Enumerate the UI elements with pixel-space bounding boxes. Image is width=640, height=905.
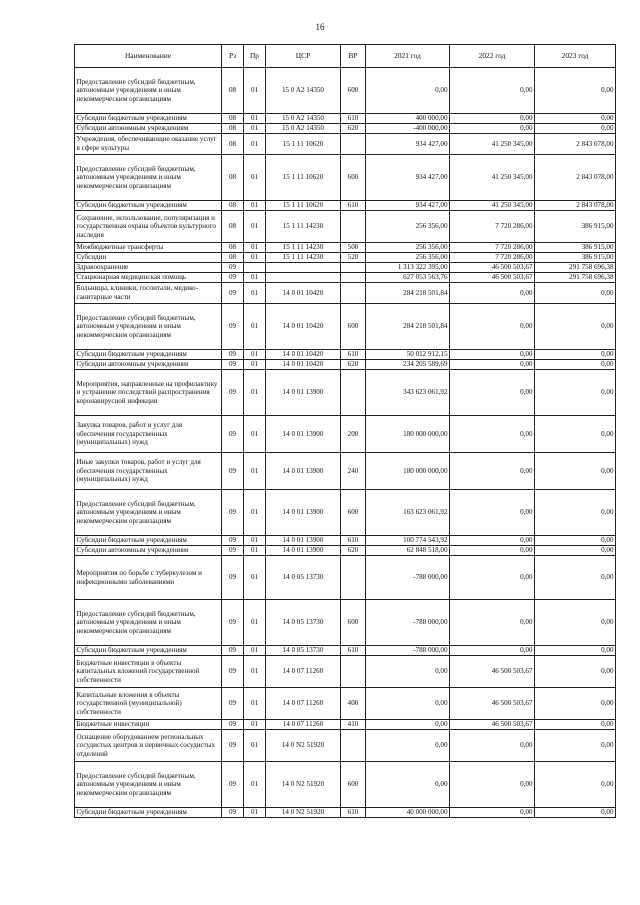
cell-pr: 01 xyxy=(244,283,266,304)
page-number: 16 xyxy=(315,22,325,32)
table-row xyxy=(75,646,616,656)
cell-vr: 600 xyxy=(341,762,366,808)
cell-csr: 14 0 05 13730 xyxy=(266,646,341,656)
cell-name: Субсидии бюджетным учреждениям xyxy=(75,114,222,124)
cell-2021: 400 000,00 xyxy=(366,114,450,124)
cell-2022: 0,00 xyxy=(450,536,535,546)
column-header-2022: 2022 год xyxy=(450,45,535,68)
cell-pr: 01 xyxy=(244,304,266,350)
cell-pr: 01 xyxy=(244,808,266,818)
cell-2021: 284 218 501,84 xyxy=(366,304,450,350)
cell-csr: 14 0 05 13730 xyxy=(266,600,341,646)
cell-2021: -400 000,00 xyxy=(366,124,450,134)
cell-vr xyxy=(341,211,366,243)
cell-2023: 0,00 xyxy=(535,490,616,536)
cell-vr: 600 xyxy=(341,68,366,114)
cell-2021: 40 000 000,00 xyxy=(366,808,450,818)
cell-vr xyxy=(341,134,366,155)
cell-rz: 08 xyxy=(222,155,244,201)
cell-2022: 0,00 xyxy=(450,416,535,453)
cell-csr: 15 0 A2 14350 xyxy=(266,114,341,124)
cell-2021: 0,00 xyxy=(366,730,450,762)
table-row xyxy=(75,546,616,556)
cell-csr: 14 0 N2 51920 xyxy=(266,762,341,808)
cell-name: Иные закупки товаров, работ и услуг для обеспечения государственных (муниципальных) нужд xyxy=(75,453,222,490)
cell-name: Мероприятия по борьбе с туберкулезом и инфекционными заболеваниями xyxy=(75,556,222,600)
cell-vr xyxy=(341,730,366,762)
cell-name: Межбюджетные трансферты xyxy=(75,243,222,253)
column-header-vr: ВР xyxy=(341,45,366,68)
cell-name: Мероприятия, направленные на профилактику и устранение последствий распространения коронавирусной инфекции xyxy=(75,370,222,416)
cell-name: Предоставление субсидий бюджетным, автономным учреждениям и иным некоммерческим организациям xyxy=(75,762,222,808)
cell-2023: 0,00 xyxy=(535,656,616,688)
cell-vr xyxy=(341,370,366,416)
cell-vr xyxy=(341,263,366,273)
table-row xyxy=(75,304,616,350)
cell-vr: 610 xyxy=(341,201,366,211)
cell-2021: 180 000 000,00 xyxy=(366,416,450,453)
cell-pr: 01 xyxy=(244,720,266,730)
cell-2022: 0,00 xyxy=(450,646,535,656)
table-row xyxy=(75,416,616,453)
cell-name: Предоставление субсидий бюджетным, автономным учреждениям и иным некоммерческим организациям xyxy=(75,304,222,350)
cell-name: Субсидии автономным учреждениям xyxy=(75,124,222,134)
cell-2021: 1 313 322 395,00 xyxy=(366,263,450,273)
column-header-pr: Пр xyxy=(244,45,266,68)
cell-2022: 41 250 345,00 xyxy=(450,134,535,155)
cell-2021: 50 012 912,15 xyxy=(366,350,450,360)
cell-2023: 2 843 078,00 xyxy=(535,155,616,201)
cell-csr: 15 0 A2 14350 xyxy=(266,124,341,134)
table-row xyxy=(75,536,616,546)
cell-vr: 500 xyxy=(341,243,366,253)
table-row xyxy=(75,155,616,201)
cell-2023: 386 915,00 xyxy=(535,253,616,263)
cell-2022: 0,00 xyxy=(450,370,535,416)
cell-name: Оснащение оборудованием региональных сосудистых центров и первичных сосудистых отделений xyxy=(75,730,222,762)
table-row xyxy=(75,243,616,253)
cell-vr: 610 xyxy=(341,808,366,818)
cell-pr: 01 xyxy=(244,134,266,155)
cell-csr xyxy=(266,273,341,283)
cell-2023: 0,00 xyxy=(535,360,616,370)
cell-vr xyxy=(341,556,366,600)
cell-2022: 0,00 xyxy=(450,68,535,114)
table-row xyxy=(75,124,616,134)
cell-2021: 0,00 xyxy=(366,720,450,730)
cell-2022: 0,00 xyxy=(450,730,535,762)
table-row xyxy=(75,201,616,211)
cell-2021: 100 774 543,92 xyxy=(366,536,450,546)
cell-vr: 400 xyxy=(341,688,366,720)
cell-rz: 09 xyxy=(222,490,244,536)
cell-csr: 14 0 07 11260 xyxy=(266,656,341,688)
cell-2023: 0,00 xyxy=(535,68,616,114)
cell-2021: 62 848 518,00 xyxy=(366,546,450,556)
table-row xyxy=(75,360,616,370)
cell-pr: 01 xyxy=(244,546,266,556)
cell-name: Стационарная медицинская помощь xyxy=(75,273,222,283)
cell-vr: 200 xyxy=(341,416,366,453)
cell-name: Субсидии бюджетным учреждениям xyxy=(75,536,222,546)
cell-csr: 14 0 01 13900 xyxy=(266,546,341,556)
cell-rz: 09 xyxy=(222,730,244,762)
cell-name: Предоставление субсидий бюджетным, автономным учреждениям и иным некоммерческим организациям xyxy=(75,600,222,646)
cell-2023: 0,00 xyxy=(535,416,616,453)
cell-2022: 7 720 286,00 xyxy=(450,243,535,253)
cell-2021: 234 205 589,69 xyxy=(366,360,450,370)
cell-name: Здравоохранение xyxy=(75,263,222,273)
cell-name: Капитальные вложения в объекты государственной (муниципальной) собственности xyxy=(75,688,222,720)
cell-pr: 01 xyxy=(244,688,266,720)
cell-2021: 934 427,00 xyxy=(366,201,450,211)
cell-2023: 0,00 xyxy=(535,730,616,762)
cell-pr: 01 xyxy=(244,114,266,124)
cell-pr: 01 xyxy=(244,416,266,453)
cell-pr: 01 xyxy=(244,536,266,546)
table-row xyxy=(75,253,616,263)
cell-2023: 386 915,00 xyxy=(535,243,616,253)
table-row xyxy=(75,656,616,688)
cell-2021: 934 427,00 xyxy=(366,155,450,201)
cell-2021: 627 053 563,76 xyxy=(366,273,450,283)
cell-2022: 0,00 xyxy=(450,283,535,304)
cell-rz: 09 xyxy=(222,283,244,304)
cell-2022: 0,00 xyxy=(450,304,535,350)
cell-pr: 01 xyxy=(244,370,266,416)
cell-2022: 41 250 345,00 xyxy=(450,155,535,201)
cell-rz: 09 xyxy=(222,720,244,730)
cell-2021: 284 218 501,84 xyxy=(366,283,450,304)
budget-table xyxy=(74,44,616,818)
cell-vr xyxy=(341,656,366,688)
table-row xyxy=(75,600,616,646)
cell-name: Субсидии автономным учреждениям xyxy=(75,360,222,370)
cell-name: Субсидии бюджетным учреждениям xyxy=(75,646,222,656)
cell-pr: 01 xyxy=(244,273,266,283)
cell-rz: 08 xyxy=(222,211,244,243)
cell-pr: 01 xyxy=(244,490,266,536)
cell-csr: 15 1 11 10620 xyxy=(266,201,341,211)
cell-csr: 14 0 01 10420 xyxy=(266,283,341,304)
cell-rz: 09 xyxy=(222,416,244,453)
cell-2023: 0,00 xyxy=(535,370,616,416)
cell-csr: 14 0 01 10420 xyxy=(266,304,341,350)
cell-2023: 291 758 696,38 xyxy=(535,263,616,273)
cell-2022: 46 500 503,67 xyxy=(450,720,535,730)
cell-2022: 0,00 xyxy=(450,762,535,808)
cell-rz: 09 xyxy=(222,360,244,370)
cell-vr: 610 xyxy=(341,536,366,546)
cell-2022: 0,00 xyxy=(450,808,535,818)
cell-2023: 0,00 xyxy=(535,124,616,134)
cell-csr: 14 0 01 13900 xyxy=(266,370,341,416)
cell-name: Субсидии бюджетным учреждениям xyxy=(75,201,222,211)
table-row xyxy=(75,370,616,416)
cell-name: Субсидии бюджетным учреждениям xyxy=(75,350,222,360)
cell-vr xyxy=(341,273,366,283)
cell-rz: 08 xyxy=(222,253,244,263)
table-body xyxy=(75,68,616,818)
cell-name: Субсидии xyxy=(75,253,222,263)
cell-vr xyxy=(341,283,366,304)
cell-name: Предоставление субсидий бюджетным, автономным учреждениям и иным некоммерческим организациям xyxy=(75,68,222,114)
cell-2022: 0,00 xyxy=(450,546,535,556)
cell-pr: 01 xyxy=(244,211,266,243)
cell-csr: 14 0 07 11260 xyxy=(266,688,341,720)
cell-name: Субсидии автономным учреждениям xyxy=(75,546,222,556)
cell-name: Предоставление субсидий бюджетным, автономным учреждениям и иным некоммерческим организациям xyxy=(75,155,222,201)
cell-rz: 09 xyxy=(222,556,244,600)
cell-2023: 0,00 xyxy=(535,536,616,546)
cell-name: Бюджетные инвестиции в объекты капитальных вложений государственной собственности xyxy=(75,656,222,688)
cell-2021: 0,00 xyxy=(366,688,450,720)
cell-vr: 410 xyxy=(341,720,366,730)
cell-2023: 2 843 078,00 xyxy=(535,201,616,211)
table-row xyxy=(75,808,616,818)
cell-name: Предоставление субсидий бюджетным, автономным учреждениям и иным некоммерческим организациям xyxy=(75,490,222,536)
cell-rz: 09 xyxy=(222,600,244,646)
table-row xyxy=(75,720,616,730)
cell-vr: 620 xyxy=(341,360,366,370)
cell-name: Сохранение, использование, популяризация и государственная охрана объектов культурного наследия xyxy=(75,211,222,243)
cell-rz: 08 xyxy=(222,243,244,253)
cell-2022: 0,00 xyxy=(450,124,535,134)
cell-2022: 46 500 503,67 xyxy=(450,273,535,283)
cell-2023: 0,00 xyxy=(535,808,616,818)
cell-2022: 0,00 xyxy=(450,556,535,600)
cell-2021: 163 623 061,92 xyxy=(366,490,450,536)
table-row xyxy=(75,283,616,304)
cell-csr: 14 0 07 11260 xyxy=(266,720,341,730)
cell-rz: 08 xyxy=(222,124,244,134)
cell-2022: 0,00 xyxy=(450,600,535,646)
cell-2022: 41 250 345,00 xyxy=(450,201,535,211)
cell-csr: 14 0 01 10420 xyxy=(266,350,341,360)
cell-name: Закупка товаров, работ и услуг для обеспечения государственных (муниципальных) нужд xyxy=(75,416,222,453)
cell-2021: -788 000,00 xyxy=(366,556,450,600)
cell-2022: 46 500 503,67 xyxy=(450,688,535,720)
cell-rz: 08 xyxy=(222,114,244,124)
cell-2021: 934 427,00 xyxy=(366,134,450,155)
cell-pr: 01 xyxy=(244,243,266,253)
cell-pr: 01 xyxy=(244,556,266,600)
cell-2023: 0,00 xyxy=(535,600,616,646)
cell-rz: 08 xyxy=(222,201,244,211)
table-row xyxy=(75,273,616,283)
cell-2021: 256 356,00 xyxy=(366,253,450,263)
table-row xyxy=(75,490,616,536)
cell-rz: 09 xyxy=(222,656,244,688)
cell-2021: 256 356,00 xyxy=(366,243,450,253)
cell-2023: 0,00 xyxy=(535,720,616,730)
cell-2023: 2 843 078,00 xyxy=(535,134,616,155)
cell-vr: 520 xyxy=(341,253,366,263)
cell-name: Бюджетные инвестиции xyxy=(75,720,222,730)
cell-rz: 09 xyxy=(222,263,244,273)
cell-2021: 0,00 xyxy=(366,656,450,688)
cell-rz: 09 xyxy=(222,808,244,818)
cell-2023: 0,00 xyxy=(535,762,616,808)
cell-pr: 01 xyxy=(244,253,266,263)
column-header-rz: Рз xyxy=(222,45,244,68)
cell-csr: 14 0 N2 51920 xyxy=(266,730,341,762)
cell-2023: 0,00 xyxy=(535,350,616,360)
cell-csr: 15 1 11 10620 xyxy=(266,155,341,201)
cell-2021: 256 356,00 xyxy=(366,211,450,243)
cell-2021: -788 000,00 xyxy=(366,646,450,656)
cell-pr: 01 xyxy=(244,350,266,360)
cell-csr: 14 0 05 13730 xyxy=(266,556,341,600)
cell-2021: 0,00 xyxy=(366,762,450,808)
cell-2021: -788 000,00 xyxy=(366,600,450,646)
cell-2023: 0,00 xyxy=(535,283,616,304)
cell-pr: 01 xyxy=(244,453,266,490)
cell-vr: 620 xyxy=(341,546,366,556)
cell-2023: 0,00 xyxy=(535,114,616,124)
cell-2022: 7 720 286,00 xyxy=(450,253,535,263)
cell-2022: 0,00 xyxy=(450,350,535,360)
cell-pr: 01 xyxy=(244,730,266,762)
cell-csr: 14 0 01 13900 xyxy=(266,490,341,536)
cell-rz: 09 xyxy=(222,688,244,720)
cell-2023: 386 915,00 xyxy=(535,211,616,243)
table-row xyxy=(75,730,616,762)
table-row xyxy=(75,211,616,243)
table-row xyxy=(75,114,616,124)
cell-vr: 240 xyxy=(341,453,366,490)
column-header-2023: 2023 год xyxy=(535,45,616,68)
column-header-name: Наименование xyxy=(75,45,222,68)
table-row xyxy=(75,263,616,273)
cell-csr: 14 0 01 13900 xyxy=(266,536,341,546)
cell-csr: 14 0 01 13900 xyxy=(266,416,341,453)
cell-vr: 600 xyxy=(341,490,366,536)
cell-2022: 0,00 xyxy=(450,114,535,124)
cell-2023: 0,00 xyxy=(535,646,616,656)
cell-2023: 0,00 xyxy=(535,556,616,600)
cell-rz: 09 xyxy=(222,273,244,283)
cell-csr xyxy=(266,263,341,273)
cell-pr: 01 xyxy=(244,600,266,646)
cell-pr: 01 xyxy=(244,124,266,134)
cell-csr: 15 0 A2 14350 xyxy=(266,68,341,114)
cell-pr: 01 xyxy=(244,155,266,201)
cell-pr: 01 xyxy=(244,656,266,688)
cell-2023: 0,00 xyxy=(535,304,616,350)
table-row xyxy=(75,68,616,114)
cell-pr: 01 xyxy=(244,762,266,808)
cell-name: Больницы, клиники, госпитали, медико-санитарные части xyxy=(75,283,222,304)
cell-2022: 0,00 xyxy=(450,490,535,536)
cell-rz: 09 xyxy=(222,370,244,416)
cell-name: Учреждения, обеспечивающие оказание услуг в сфере культуры xyxy=(75,134,222,155)
cell-vr: 610 xyxy=(341,350,366,360)
cell-vr: 600 xyxy=(341,155,366,201)
cell-pr: 01 xyxy=(244,646,266,656)
table-row xyxy=(75,688,616,720)
table-row xyxy=(75,453,616,490)
table-row xyxy=(75,762,616,808)
cell-pr: 01 xyxy=(244,360,266,370)
column-header-2021: 2021 год xyxy=(366,45,450,68)
cell-rz: 09 xyxy=(222,453,244,490)
cell-2023: 0,00 xyxy=(535,688,616,720)
cell-csr: 14 0 01 10420 xyxy=(266,360,341,370)
cell-vr: 600 xyxy=(341,304,366,350)
cell-vr: 620 xyxy=(341,124,366,134)
cell-rz: 09 xyxy=(222,350,244,360)
cell-2022: 0,00 xyxy=(450,360,535,370)
cell-pr xyxy=(244,263,266,273)
cell-2022: 0,00 xyxy=(450,453,535,490)
table-header-row xyxy=(75,45,616,68)
cell-rz: 09 xyxy=(222,536,244,546)
cell-2022: 7 720 286,00 xyxy=(450,211,535,243)
cell-pr: 01 xyxy=(244,68,266,114)
cell-rz: 09 xyxy=(222,762,244,808)
cell-2021: 0,00 xyxy=(366,68,450,114)
cell-csr: 15 1 11 10620 xyxy=(266,134,341,155)
cell-2021: 180 000 000,00 xyxy=(366,453,450,490)
cell-2023: 0,00 xyxy=(535,453,616,490)
cell-2021: 343 623 061,92 xyxy=(366,370,450,416)
cell-2022: 46 500 503,67 xyxy=(450,656,535,688)
cell-rz: 09 xyxy=(222,546,244,556)
cell-2023: 0,00 xyxy=(535,546,616,556)
cell-rz: 09 xyxy=(222,304,244,350)
cell-vr: 610 xyxy=(341,646,366,656)
cell-name: Субсидии бюджетным учреждениям xyxy=(75,808,222,818)
cell-csr: 15 1 11 14230 xyxy=(266,211,341,243)
column-header-csr: ЦСР xyxy=(266,45,341,68)
table-row xyxy=(75,134,616,155)
cell-rz: 09 xyxy=(222,646,244,656)
cell-vr: 610 xyxy=(341,114,366,124)
cell-csr: 14 0 N2 51920 xyxy=(266,808,341,818)
cell-csr: 14 0 01 13900 xyxy=(266,453,341,490)
cell-csr: 15 1 11 14230 xyxy=(266,253,341,263)
cell-pr: 01 xyxy=(244,201,266,211)
cell-vr: 600 xyxy=(341,600,366,646)
cell-rz: 08 xyxy=(222,134,244,155)
cell-csr: 15 1 11 14230 xyxy=(266,243,341,253)
cell-rz: 08 xyxy=(222,68,244,114)
table-row xyxy=(75,350,616,360)
table-row xyxy=(75,556,616,600)
cell-2023: 291 758 696,38 xyxy=(535,273,616,283)
cell-2022: 46 500 503,67 xyxy=(450,263,535,273)
